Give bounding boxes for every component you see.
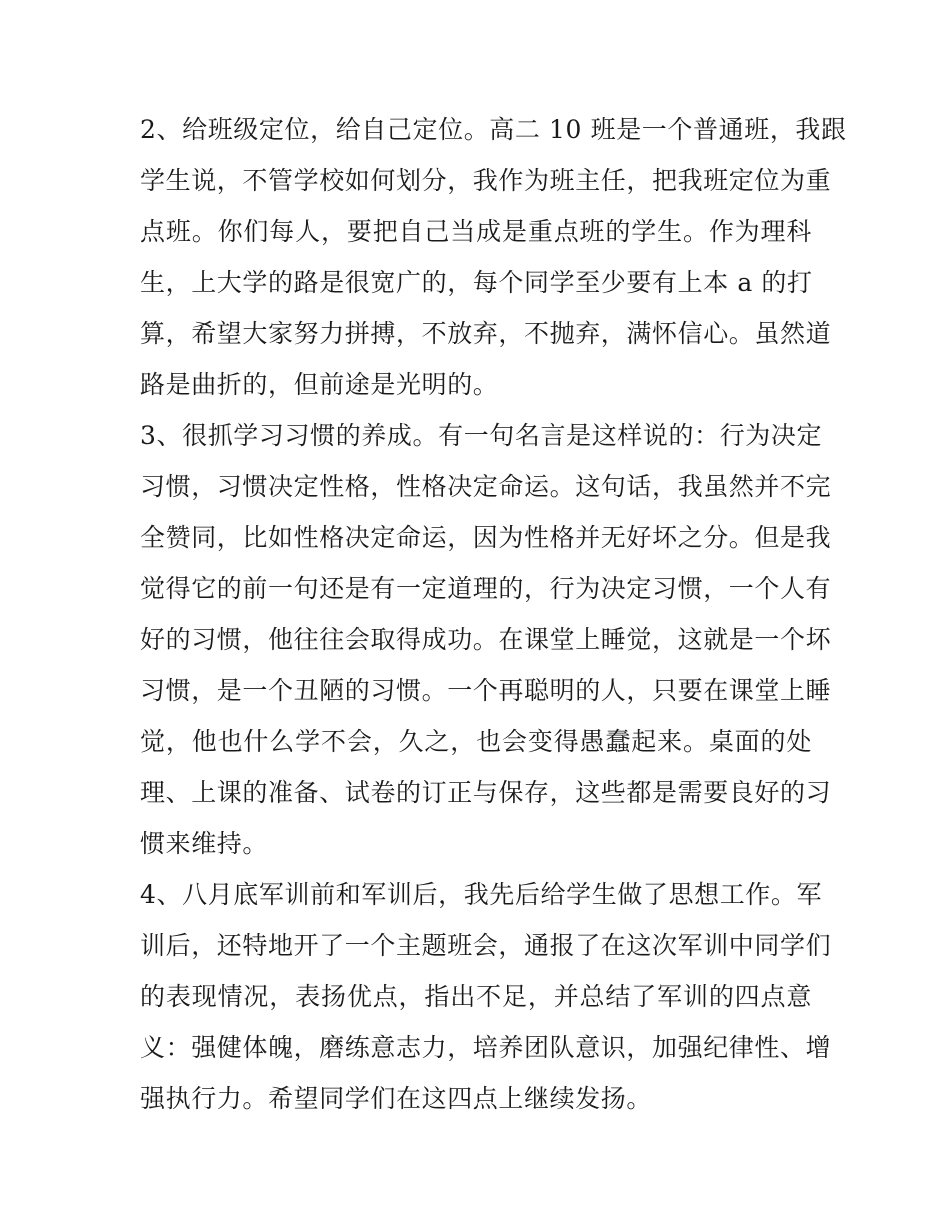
text-line: 算，希望大家努力拼搏，不放弃，不抛弃，满怀信心。虽然道 xyxy=(140,319,832,348)
text-line: 学生说，不管学校如何划分，我作为班主任，把我班定位为重 xyxy=(140,166,832,195)
text-line: 好的习惯，他往往会取得成功。在课堂上睡觉，这就是一个坏 xyxy=(140,625,832,654)
text-line: 习惯，是一个丑陋的习惯。一个再聪明的人，只要在课堂上睡 xyxy=(140,676,832,705)
paragraph-study-habits xyxy=(140,410,832,869)
document-body xyxy=(140,104,847,1124)
text-line: 觉得它的前一句还是有一定道理的，行为决定习惯，一个人有 xyxy=(140,574,832,603)
text-line: 生，上大学的路是很宽广的，每个同学至少要有上本 a 的打 xyxy=(140,268,813,297)
paragraph-military-training xyxy=(140,869,832,1124)
paragraph-class-positioning xyxy=(140,104,847,410)
text-line: 义：强健体魄，磨练意志力，培养团队意识，加强纪律性、增 xyxy=(140,1033,832,1062)
text-line: 惯来维持。 xyxy=(140,829,269,858)
text-line: 路是曲折的，但前途是光明的。 xyxy=(140,370,499,399)
text-line: 4、八月底军训前和军训后，我先后给学生做了思想工作。军 xyxy=(140,880,823,909)
text-line: 训后，还特地开了一个主题班会，通报了在这次军训中同学们 xyxy=(140,931,832,960)
text-line: 理、上课的准备、试卷的订正与保存，这些都是需要良好的习 xyxy=(140,778,832,807)
text-line: 强执行力。希望同学们在这四点上继续发扬。 xyxy=(140,1084,653,1113)
text-line: 全赞同，比如性格决定命运，因为性格并无好坏之分。但是我 xyxy=(140,523,832,552)
text-line: 习惯，习惯决定性格，性格决定命运。这句话，我虽然并不完 xyxy=(140,472,832,501)
text-line: 2、给班级定位，给自己定位。高二 10 班是一个普通班，我跟 xyxy=(140,115,847,144)
text-line: 觉，他也什么学不会，久之，也会变得愚蠢起来。桌面的处 xyxy=(140,727,812,756)
text-line: 点班。你们每人，要把自己当成是重点班的学生。作为理科 xyxy=(140,217,812,246)
text-line: 的表现情况，表扬优点，指出不足，并总结了军训的四点意 xyxy=(140,982,812,1011)
text-line: 3、很抓学习习惯的养成。有一句名言是这样说的：行为决定 xyxy=(140,421,823,450)
